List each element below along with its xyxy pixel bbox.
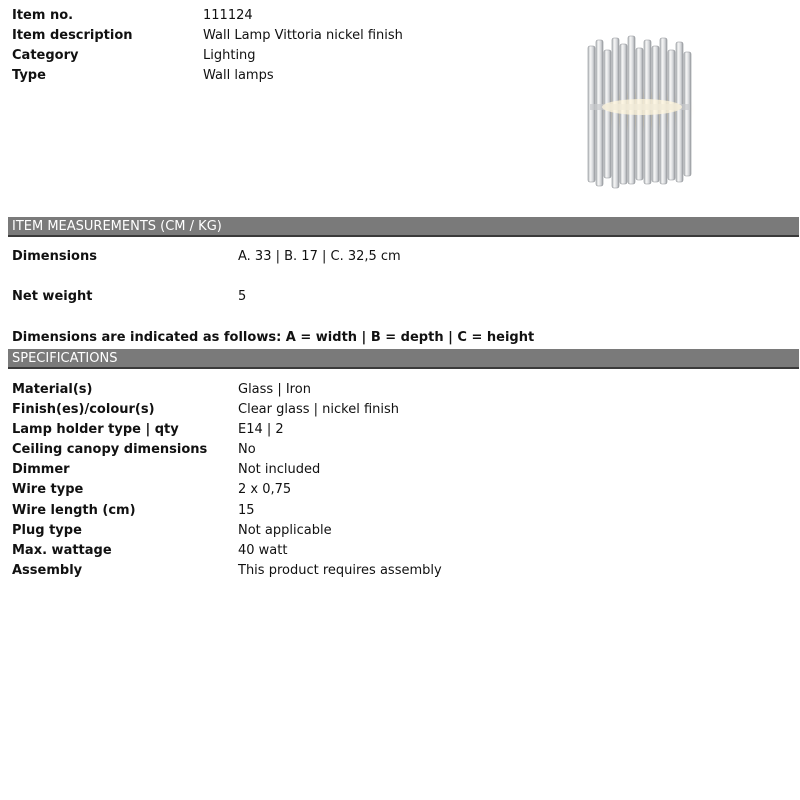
type-label: Type	[12, 68, 46, 83]
dimensions-label: Dimensions	[12, 249, 97, 264]
spec-label: Dimmer	[12, 462, 70, 477]
spec-value: Not applicable	[238, 523, 332, 538]
spec-label: Ceiling canopy dimensions	[12, 442, 208, 457]
specifications-header: SPECIFICATIONS	[8, 349, 799, 369]
spec-label: Lamp holder type | qty	[12, 422, 179, 437]
wall-lamp-image	[580, 32, 704, 194]
spec-value: No	[238, 442, 256, 457]
category-label: Category	[12, 48, 79, 63]
net-weight-value: 5	[238, 289, 247, 304]
dimensions-note: Dimensions are indicated as follows: A = width | B = depth | C = height	[12, 330, 535, 345]
spec-value: 15	[238, 503, 255, 518]
spec-label: Wire length (cm)	[12, 503, 136, 518]
spec-value: Clear glass | nickel finish	[238, 402, 400, 417]
spec-label: Assembly	[12, 563, 83, 578]
category-value: Lighting	[203, 48, 256, 63]
spec-label: Material(s)	[12, 382, 93, 397]
spec-value: 2 x 0,75	[238, 482, 292, 497]
spec-value: Glass | Iron	[238, 382, 311, 397]
spec-label: Finish(es)/colour(s)	[12, 402, 155, 417]
spec-label: Plug type	[12, 523, 82, 538]
dimensions-value: A. 33 | B. 17 | C. 32,5 cm	[238, 249, 401, 264]
spec-value: Not included	[238, 462, 321, 477]
item-no-value: 111124	[203, 8, 253, 23]
measurements-header: ITEM MEASUREMENTS (CM / KG)	[8, 217, 799, 237]
spec-value: E14 | 2	[238, 422, 284, 437]
spec-value: 40 watt	[238, 543, 288, 558]
item-description-value: Wall Lamp Vittoria nickel finish	[203, 28, 403, 43]
spec-label: Wire type	[12, 482, 84, 497]
spec-value: This product requires assembly	[238, 563, 442, 578]
type-value: Wall lamps	[203, 68, 274, 83]
item-no-label: Item no.	[12, 8, 74, 23]
spec-label: Max. wattage	[12, 543, 112, 558]
item-description-label: Item description	[12, 28, 133, 43]
net-weight-label: Net weight	[12, 289, 93, 304]
